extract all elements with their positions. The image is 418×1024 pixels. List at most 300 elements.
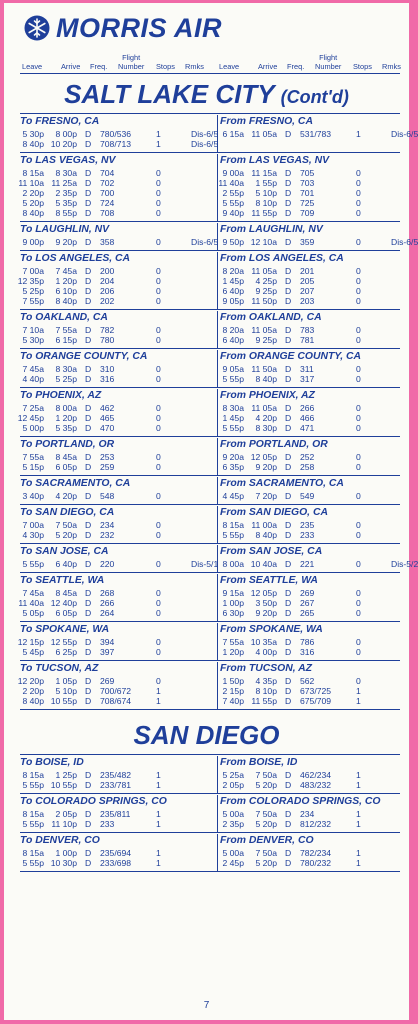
cell-leave: 5 55p [22, 559, 44, 569]
cell-flight-number: 269 [300, 588, 315, 598]
route-section [20, 152, 400, 221]
cell-freq: D [85, 780, 92, 790]
cell-leave: 8 15a [22, 770, 44, 780]
cell-flight-number: 233/698 [100, 858, 132, 868]
column-header-leave: Leave [22, 62, 43, 71]
cell-freq: D [85, 364, 92, 374]
cell-arrive: 5 10p [55, 686, 77, 696]
section-divider [217, 350, 218, 387]
cell-flight-number: 465 [100, 413, 115, 423]
cell-freq: D [85, 696, 92, 706]
section-rule [20, 475, 400, 476]
cell-freq: D [285, 423, 292, 433]
cell-flight-number: 562 [300, 676, 315, 686]
cell-freq: D [85, 276, 92, 286]
flight-row [220, 129, 418, 139]
cell-stops: 0 [156, 178, 161, 188]
group-end-rule [20, 709, 400, 710]
route-section [20, 754, 400, 793]
cell-arrive: 1 00p [55, 848, 77, 858]
cell-arrive: 10 30p [50, 858, 77, 868]
cell-arrive: 8 30p [255, 423, 277, 433]
cell-freq: D [285, 188, 292, 198]
cell-leave: 5 55p [22, 780, 44, 790]
cell-freq: D [85, 335, 92, 345]
cell-flight-number: 235/811 [100, 809, 131, 819]
cell-freq: D [285, 237, 292, 247]
cell-leave: 5 05p [22, 608, 44, 618]
cell-remarks: Dis-6/5 [191, 129, 219, 139]
cell-stops: 1 [356, 848, 361, 858]
flight-row [20, 208, 200, 218]
route-from-label: From FRESNO, CA [220, 116, 313, 127]
cell-leave: 5 55p [222, 530, 244, 540]
cell-arrive: 5 10p [255, 188, 277, 198]
flight-row [220, 491, 400, 501]
cell-stops: 0 [356, 423, 361, 433]
flight-row [220, 530, 400, 540]
cell-leave: 4 40p [22, 374, 44, 384]
cell-flight-number: 783 [300, 325, 315, 335]
cell-stops: 0 [356, 452, 361, 462]
route-to-label: To ORANGE COUNTY, CA [20, 351, 148, 362]
cell-freq: D [285, 364, 292, 374]
cell-stops: 0 [356, 559, 361, 569]
section-rule [20, 504, 400, 505]
cell-arrive: 8 55p [55, 208, 77, 218]
cell-arrive: 11 05a [251, 129, 277, 139]
cell-leave: 5 25p [22, 286, 44, 296]
cell-arrive: 11 50p [251, 296, 277, 306]
cell-arrive: 5 25p [55, 374, 77, 384]
route-section [20, 221, 418, 250]
flight-row [220, 276, 400, 286]
flight-row [20, 325, 200, 335]
cell-freq: D [85, 848, 92, 858]
flight-row [220, 588, 400, 598]
cell-leave: 5 55p [22, 858, 44, 868]
cell-freq: D [85, 520, 92, 530]
route-from-label: From BOISE, ID [220, 757, 298, 768]
group-title-text: SAN DIEGO [133, 720, 280, 750]
cell-leave: 8 20a [222, 266, 244, 276]
cell-arrive: 5 20p [255, 780, 277, 790]
cell-leave: 7 45a [22, 364, 44, 374]
cell-arrive: 8 40p [55, 296, 77, 306]
cell-stops: 0 [356, 276, 361, 286]
cell-stops: 0 [356, 403, 361, 413]
route-to-label: To COLORADO SPRINGS, CO [20, 796, 167, 807]
cell-flight-number: 470 [100, 423, 115, 433]
cell-stops: 0 [356, 188, 361, 198]
cell-flight-number: 812/232 [300, 819, 332, 829]
route-to-label: To LOS ANGELES, CA [20, 253, 131, 264]
cell-leave: 8 30a [222, 403, 244, 413]
cell-leave: 4 45p [222, 491, 244, 501]
cell-freq: D [285, 286, 292, 296]
cell-freq: D [85, 198, 92, 208]
group-title-text: SALT LAKE CITY [64, 79, 275, 109]
cell-remarks: Dis-6/5 [191, 237, 219, 247]
cell-leave: 8 15a [22, 848, 44, 858]
cell-stops: 0 [356, 530, 361, 540]
cell-stops: 0 [156, 588, 161, 598]
flight-row [17, 413, 200, 423]
cell-stops: 1 [156, 770, 161, 780]
route-section [17, 660, 400, 709]
route-from-label: From ORANGE COUNTY, CA [220, 351, 362, 362]
cell-arrive: 6 05p [55, 608, 77, 618]
route-section [20, 793, 400, 832]
section-rule [20, 221, 400, 222]
route-from-label: From TUCSON, AZ [220, 663, 312, 674]
cell-freq: D [285, 686, 292, 696]
cell-stops: 1 [156, 809, 161, 819]
cell-arrive: 10 55p [50, 780, 77, 790]
flight-row [20, 178, 200, 188]
cell-arrive: 5 20p [55, 530, 77, 540]
cell-flight-number: 235 [300, 520, 315, 530]
cell-leave: 5 20p [22, 198, 44, 208]
cell-freq: D [285, 780, 292, 790]
cell-arrive: 11 05a [251, 403, 277, 413]
flight-row [220, 686, 400, 696]
cell-arrive: 4 20p [255, 413, 277, 423]
cell-freq: D [85, 423, 92, 433]
cell-flight-number: 316 [300, 647, 315, 657]
cell-leave: 11 40a [218, 178, 244, 188]
cell-freq: D [85, 296, 92, 306]
cell-flight-number: 253 [100, 452, 115, 462]
cell-flight-number: 531/783 [300, 129, 332, 139]
cell-flight-number: 203 [300, 296, 315, 306]
route-to-label: To LAS VEGAS, NV [20, 155, 116, 166]
cell-flight-number: 259 [100, 462, 115, 472]
flight-row [220, 608, 400, 618]
cell-flight-number: 310 [100, 364, 115, 374]
cell-remarks: Dis-6/5 [391, 237, 418, 247]
cell-arrive: 5 35p [55, 423, 77, 433]
cell-freq: D [285, 374, 292, 384]
cell-freq: D [285, 530, 292, 540]
cell-freq: D [85, 266, 92, 276]
cell-stops: 0 [156, 530, 161, 540]
cell-leave: 5 00p [22, 423, 44, 433]
cell-flight-number: 394 [100, 637, 115, 647]
cell-stops: 0 [356, 647, 361, 657]
cell-freq: D [85, 530, 92, 540]
cell-leave: 1 00p [222, 598, 244, 608]
cell-freq: D [285, 588, 292, 598]
cell-arrive: 1 20p [55, 276, 77, 286]
flight-row [20, 848, 200, 858]
cell-freq: D [285, 647, 292, 657]
cell-stops: 1 [356, 858, 361, 868]
route-to-label: To PORTLAND, OR [20, 439, 115, 450]
column-header-flight-number [315, 54, 341, 71]
cell-leave: 9 05p [222, 296, 244, 306]
cell-flight-number: 705 [300, 168, 315, 178]
flight-row [20, 819, 200, 829]
cell-leave: 12 20p [17, 676, 44, 686]
cell-flight-number: 252 [300, 452, 315, 462]
route-to-label: To BOISE, ID [20, 757, 84, 768]
brand-header [24, 15, 222, 41]
cell-flight-number: 709 [300, 208, 315, 218]
group-subtitle: (Cont'd) [280, 87, 349, 107]
cell-leave: 5 55p [222, 423, 244, 433]
cell-stops: 0 [356, 198, 361, 208]
section-divider [217, 311, 218, 348]
cell-flight-number: 708/713 [100, 139, 132, 149]
cell-flight-number: 269 [100, 676, 115, 686]
cell-arrive: 8 00p [55, 129, 77, 139]
section-rule [20, 436, 400, 437]
route-section [20, 113, 418, 152]
flight-row [220, 462, 400, 472]
flight-row [20, 770, 200, 780]
cell-flight-number: 397 [100, 647, 115, 657]
flight-row [20, 608, 200, 618]
flight-row [20, 237, 219, 247]
cell-leave: 12 45p [17, 413, 44, 423]
cell-freq: D [85, 686, 92, 696]
cell-stops: 0 [356, 676, 361, 686]
group-end-rule [20, 871, 400, 872]
cell-arrive: 5 20p [255, 858, 277, 868]
cell-leave: 6 15a [222, 129, 244, 139]
cell-leave: 5 55p [222, 374, 244, 384]
cell-freq: D [85, 770, 92, 780]
cell-arrive: 6 40p [55, 559, 77, 569]
cell-flight-number: 200 [100, 266, 115, 276]
page-number: 7 [203, 1000, 210, 1011]
cell-flight-number: 700 [100, 188, 115, 198]
cell-leave: 7 25a [22, 403, 44, 413]
cell-freq: D [85, 237, 92, 247]
cell-freq: D [285, 276, 292, 286]
cell-flight-number: 268 [100, 588, 115, 598]
cell-leave: 2 35p [222, 819, 244, 829]
cell-flight-number: 724 [100, 198, 115, 208]
cell-arrive: 7 50a [255, 809, 277, 819]
cell-leave: 8 00a [222, 559, 244, 569]
route-to-label: To SAN DIEGO, CA [20, 507, 115, 518]
cell-leave: 6 40p [222, 335, 244, 345]
route-from-label: From LOS ANGELES, CA [220, 253, 344, 264]
cell-arrive: 12 55p [50, 637, 77, 647]
cell-arrive: 11 05a [251, 266, 277, 276]
cell-arrive: 12 10a [250, 237, 277, 247]
cell-flight-number: 317 [300, 374, 315, 384]
route-section [20, 504, 400, 543]
cell-leave: 6 35p [222, 462, 244, 472]
cell-leave: 9 05a [222, 364, 244, 374]
cell-freq: D [85, 403, 92, 413]
cell-stops: 0 [156, 423, 161, 433]
cell-flight-number: 316 [100, 374, 115, 384]
cell-freq: D [85, 325, 92, 335]
cell-arrive: 10 35a [250, 637, 277, 647]
cell-stops: 1 [156, 780, 161, 790]
cell-freq: D [285, 608, 292, 618]
flight-row [20, 462, 200, 472]
flight-row [220, 208, 400, 218]
route-to-label: To SPOKANE, WA [20, 624, 110, 635]
cell-leave: 7 55p [22, 296, 44, 306]
route-to-label: To TUCSON, AZ [20, 663, 99, 674]
cell-freq: D [85, 858, 92, 868]
flight-row [220, 647, 400, 657]
cell-freq: D [285, 520, 292, 530]
cell-arrive: 7 50a [55, 520, 77, 530]
route-from-label: From SAN JOSE, CA [220, 546, 323, 557]
cell-arrive: 11 05a [251, 325, 277, 335]
cell-flight-number: 466 [300, 413, 315, 423]
cell-leave: 5 15p [22, 462, 44, 472]
flight-row [20, 780, 200, 790]
cell-freq: D [85, 129, 92, 139]
cell-leave: 4 30p [22, 530, 44, 540]
cell-stops: 0 [356, 266, 361, 276]
cell-freq: D [285, 491, 292, 501]
cell-leave: 8 40p [22, 208, 44, 218]
cell-freq: D [285, 168, 292, 178]
cell-leave: 2 05p [222, 780, 244, 790]
cell-leave: 12 15p [17, 637, 44, 647]
cell-arrive: 11 55p [251, 696, 277, 706]
flight-row [220, 237, 418, 247]
flight-row [220, 178, 400, 188]
cell-freq: D [285, 452, 292, 462]
section-rule [20, 113, 400, 114]
cell-leave: 7 00a [22, 266, 44, 276]
cell-freq: D [285, 676, 292, 686]
cell-freq: D [285, 208, 292, 218]
route-from-label: From COLORADO SPRINGS, CO [220, 796, 381, 807]
cell-flight-number: 703 [300, 178, 315, 188]
flight-row [20, 588, 200, 598]
route-from-label: From PORTLAND, OR [220, 439, 328, 450]
snowflake-logo-icon [24, 15, 50, 41]
cell-flight-number: 782 [100, 325, 115, 335]
route-from-label: From SPOKANE, WA [220, 624, 323, 635]
cell-flight-number: 233/781 [100, 780, 132, 790]
section-divider [217, 389, 218, 436]
cell-arrive: 11 50a [251, 364, 277, 374]
section-rule [20, 832, 400, 833]
route-section [17, 387, 400, 436]
route-to-label: To SAN JOSE, CA [20, 546, 109, 557]
cell-arrive: 8 45a [55, 452, 77, 462]
cell-leave: 8 15a [222, 520, 244, 530]
flight-row [20, 423, 200, 433]
cell-leave: 5 45p [22, 647, 44, 657]
section-rule [20, 660, 400, 661]
route-section [17, 621, 400, 660]
cell-arrive: 5 35p [55, 198, 77, 208]
flight-row [17, 637, 200, 647]
flight-row [220, 296, 400, 306]
cell-flight-number: 780/232 [300, 858, 332, 868]
cell-flight-number: 780 [100, 335, 115, 345]
route-to-label: To LAUGHLIN, NV [20, 224, 110, 235]
cell-freq: D [85, 819, 92, 829]
cell-stops: 1 [356, 819, 361, 829]
cell-flight-number: 675/709 [300, 696, 332, 706]
cell-freq: D [285, 198, 292, 208]
cell-arrive: 12 05p [250, 588, 277, 598]
flight-row [220, 423, 400, 433]
route-from-label: From SEATTLE, WA [220, 575, 318, 586]
flight-row [20, 296, 200, 306]
cell-arrive: 8 10p [255, 198, 277, 208]
cell-freq: D [85, 452, 92, 462]
cell-leave: 5 25a [222, 770, 244, 780]
cell-freq: D [285, 296, 292, 306]
cell-arrive: 10 40a [250, 559, 277, 569]
cell-leave: 8 40p [22, 139, 44, 149]
flight-row [220, 637, 400, 647]
flight-row [20, 374, 200, 384]
cell-stops: 0 [156, 335, 161, 345]
cell-arrive: 2 05p [55, 809, 77, 819]
flight-row [20, 139, 219, 149]
cell-stops: 0 [156, 374, 161, 384]
column-header-freq: Freq. [287, 62, 305, 71]
route-section [20, 309, 400, 348]
cell-freq: D [285, 559, 292, 569]
cell-stops: 0 [156, 188, 161, 198]
cell-freq: D [85, 608, 92, 618]
flight-row [220, 374, 400, 384]
cell-freq: D [285, 848, 292, 858]
cell-freq: D [85, 647, 92, 657]
cell-remarks: Dis-5/2 [391, 559, 418, 569]
cell-flight-number: 266 [300, 403, 315, 413]
cell-freq: D [285, 462, 292, 472]
flight-row [220, 452, 400, 462]
cell-flight-number: 265 [300, 608, 315, 618]
cell-leave: 6 40p [222, 286, 244, 296]
column-header-flight-line1: Flight [319, 53, 338, 62]
cell-freq: D [285, 325, 292, 335]
cell-freq: D [285, 696, 292, 706]
cell-leave: 1 20p [222, 647, 244, 657]
flight-row [20, 520, 200, 530]
cell-freq: D [285, 819, 292, 829]
cell-flight-number: 780/536 [100, 129, 132, 139]
cell-arrive: 10 20p [50, 139, 77, 149]
section-divider [217, 756, 218, 793]
cell-arrive: 4 00p [255, 647, 277, 657]
cell-freq: D [285, 129, 292, 139]
cell-arrive: 6 05p [55, 462, 77, 472]
cell-arrive: 3 50p [255, 598, 277, 608]
flight-row [220, 188, 400, 198]
route-from-label: From SACRAMENTO, CA [220, 478, 344, 489]
cell-stops: 0 [156, 286, 161, 296]
route-section [20, 832, 400, 871]
cell-leave: 7 10a [22, 325, 44, 335]
cell-stops: 0 [356, 588, 361, 598]
cell-stops: 1 [356, 129, 361, 139]
cell-arrive: 9 20p [255, 608, 277, 618]
cell-freq: D [85, 168, 92, 178]
cell-stops: 0 [156, 637, 161, 647]
cell-remarks: Dis-6/5 [191, 139, 219, 149]
cell-leave: 1 45p [222, 276, 244, 286]
